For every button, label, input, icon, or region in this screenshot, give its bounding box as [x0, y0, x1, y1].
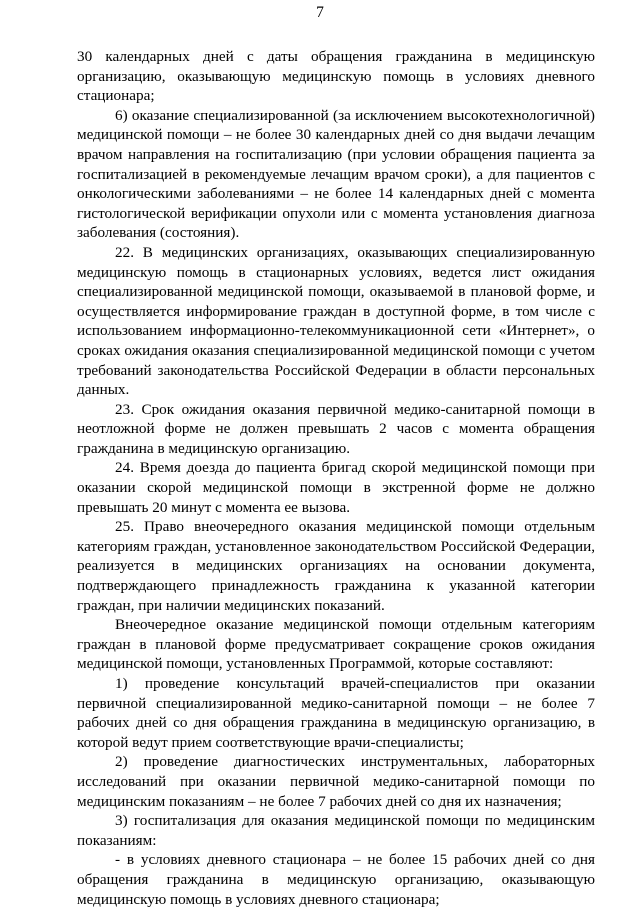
- paragraph-continuation: 30 календарных дней с даты обращения гражданина в медицинскую организацию, оказывающую медицинскую помощь в условиях дневного стационара;: [77, 48, 595, 105]
- paragraph-item-6: 6) оказание специализированной (за исключением высокотехнологичной) медицинской помощи – не более 30 календарных дней со дня выдачи лечащим врачом направления на госпитализацию (при условии обращения пациента за госпитализацией в рекомендуемые лечащим врачом сроки), а для пациентов с онкологическими заболеваниями – не более 14 календарных дней с момента гистологической верификации опухоли или с момента установления диагноза заболевания (состояния).: [77, 106, 595, 242]
- page-number: 7: [316, 4, 324, 21]
- document-body: [77, 47, 595, 909]
- paragraph-item-3: 3) госпитализация для оказания медицинской помощи по медицинским показаниям:: [77, 812, 595, 849]
- paragraph-item-2: 2) проведение диагностических инструментальных, лабораторных исследований при оказании первичной медико-санитарной помощи по медицинским показаниям – не более 7 рабочих дней со дня их назначения;: [77, 753, 595, 810]
- paragraph-day-hospital: - в условиях дневного стационара – не более 15 рабочих дней со дня обращения гражданина в медицинскую организацию, оказывающую медицинскую помощь в условиях дневного стационара;: [77, 851, 595, 908]
- paragraph-22: 22. В медицинских организациях, оказывающих специализированную медицинскую помощь в стационарных условиях, ведется лист ожидания специализированной медицинской помощи, оказываемой в плановой форме, и осуществляется информирование граждан в доступной форме, в том числе с использованием информационно-телекоммуникационной сети «Интернет», о сроках ожидания оказания специализированной медицинской помощи с учетом требований законодательства Российской Федерации в области персональных данных.: [77, 243, 595, 399]
- paragraph-23: 23. Срок ожидания оказания первичной медико-санитарной помощи в неотложной форме не должен превышать 2 часов с момента обращения гражданина в медицинскую организацию.: [77, 400, 595, 457]
- paragraph-item-1: 1) проведение консультаций врачей-специалистов при оказании первичной специализированной медико-санитарной помощи – не более 7 рабочих дней со дня обращения гражданина в медицинскую организацию, в которой ведут прием соответствующие врачи-специалисты;: [77, 675, 595, 751]
- paragraph-24: 24. Время доезда до пациента бригад скорой медицинской помощи при оказании скорой медицинской помощи в экстренной форме не должно превышать 20 минут с момента ее вызова.: [77, 459, 595, 516]
- paragraph-25: 25. Право внеочередного оказания медицинской помощи отдельным категориям граждан, установленное законодательством Российской Федерации, реализуется в медицинских организациях на основании документа, подтверждающего принадлежность гражданина к указанной категории граждан, при наличии медицинских показаний.: [77, 518, 595, 614]
- paragraph-priority-care: Внеочередное оказание медицинской помощи отдельным категориям граждан в плановой форме предусматривает сокращение сроков ожидания медицинской помощи, установленных Программой, которые составляют:: [77, 616, 595, 673]
